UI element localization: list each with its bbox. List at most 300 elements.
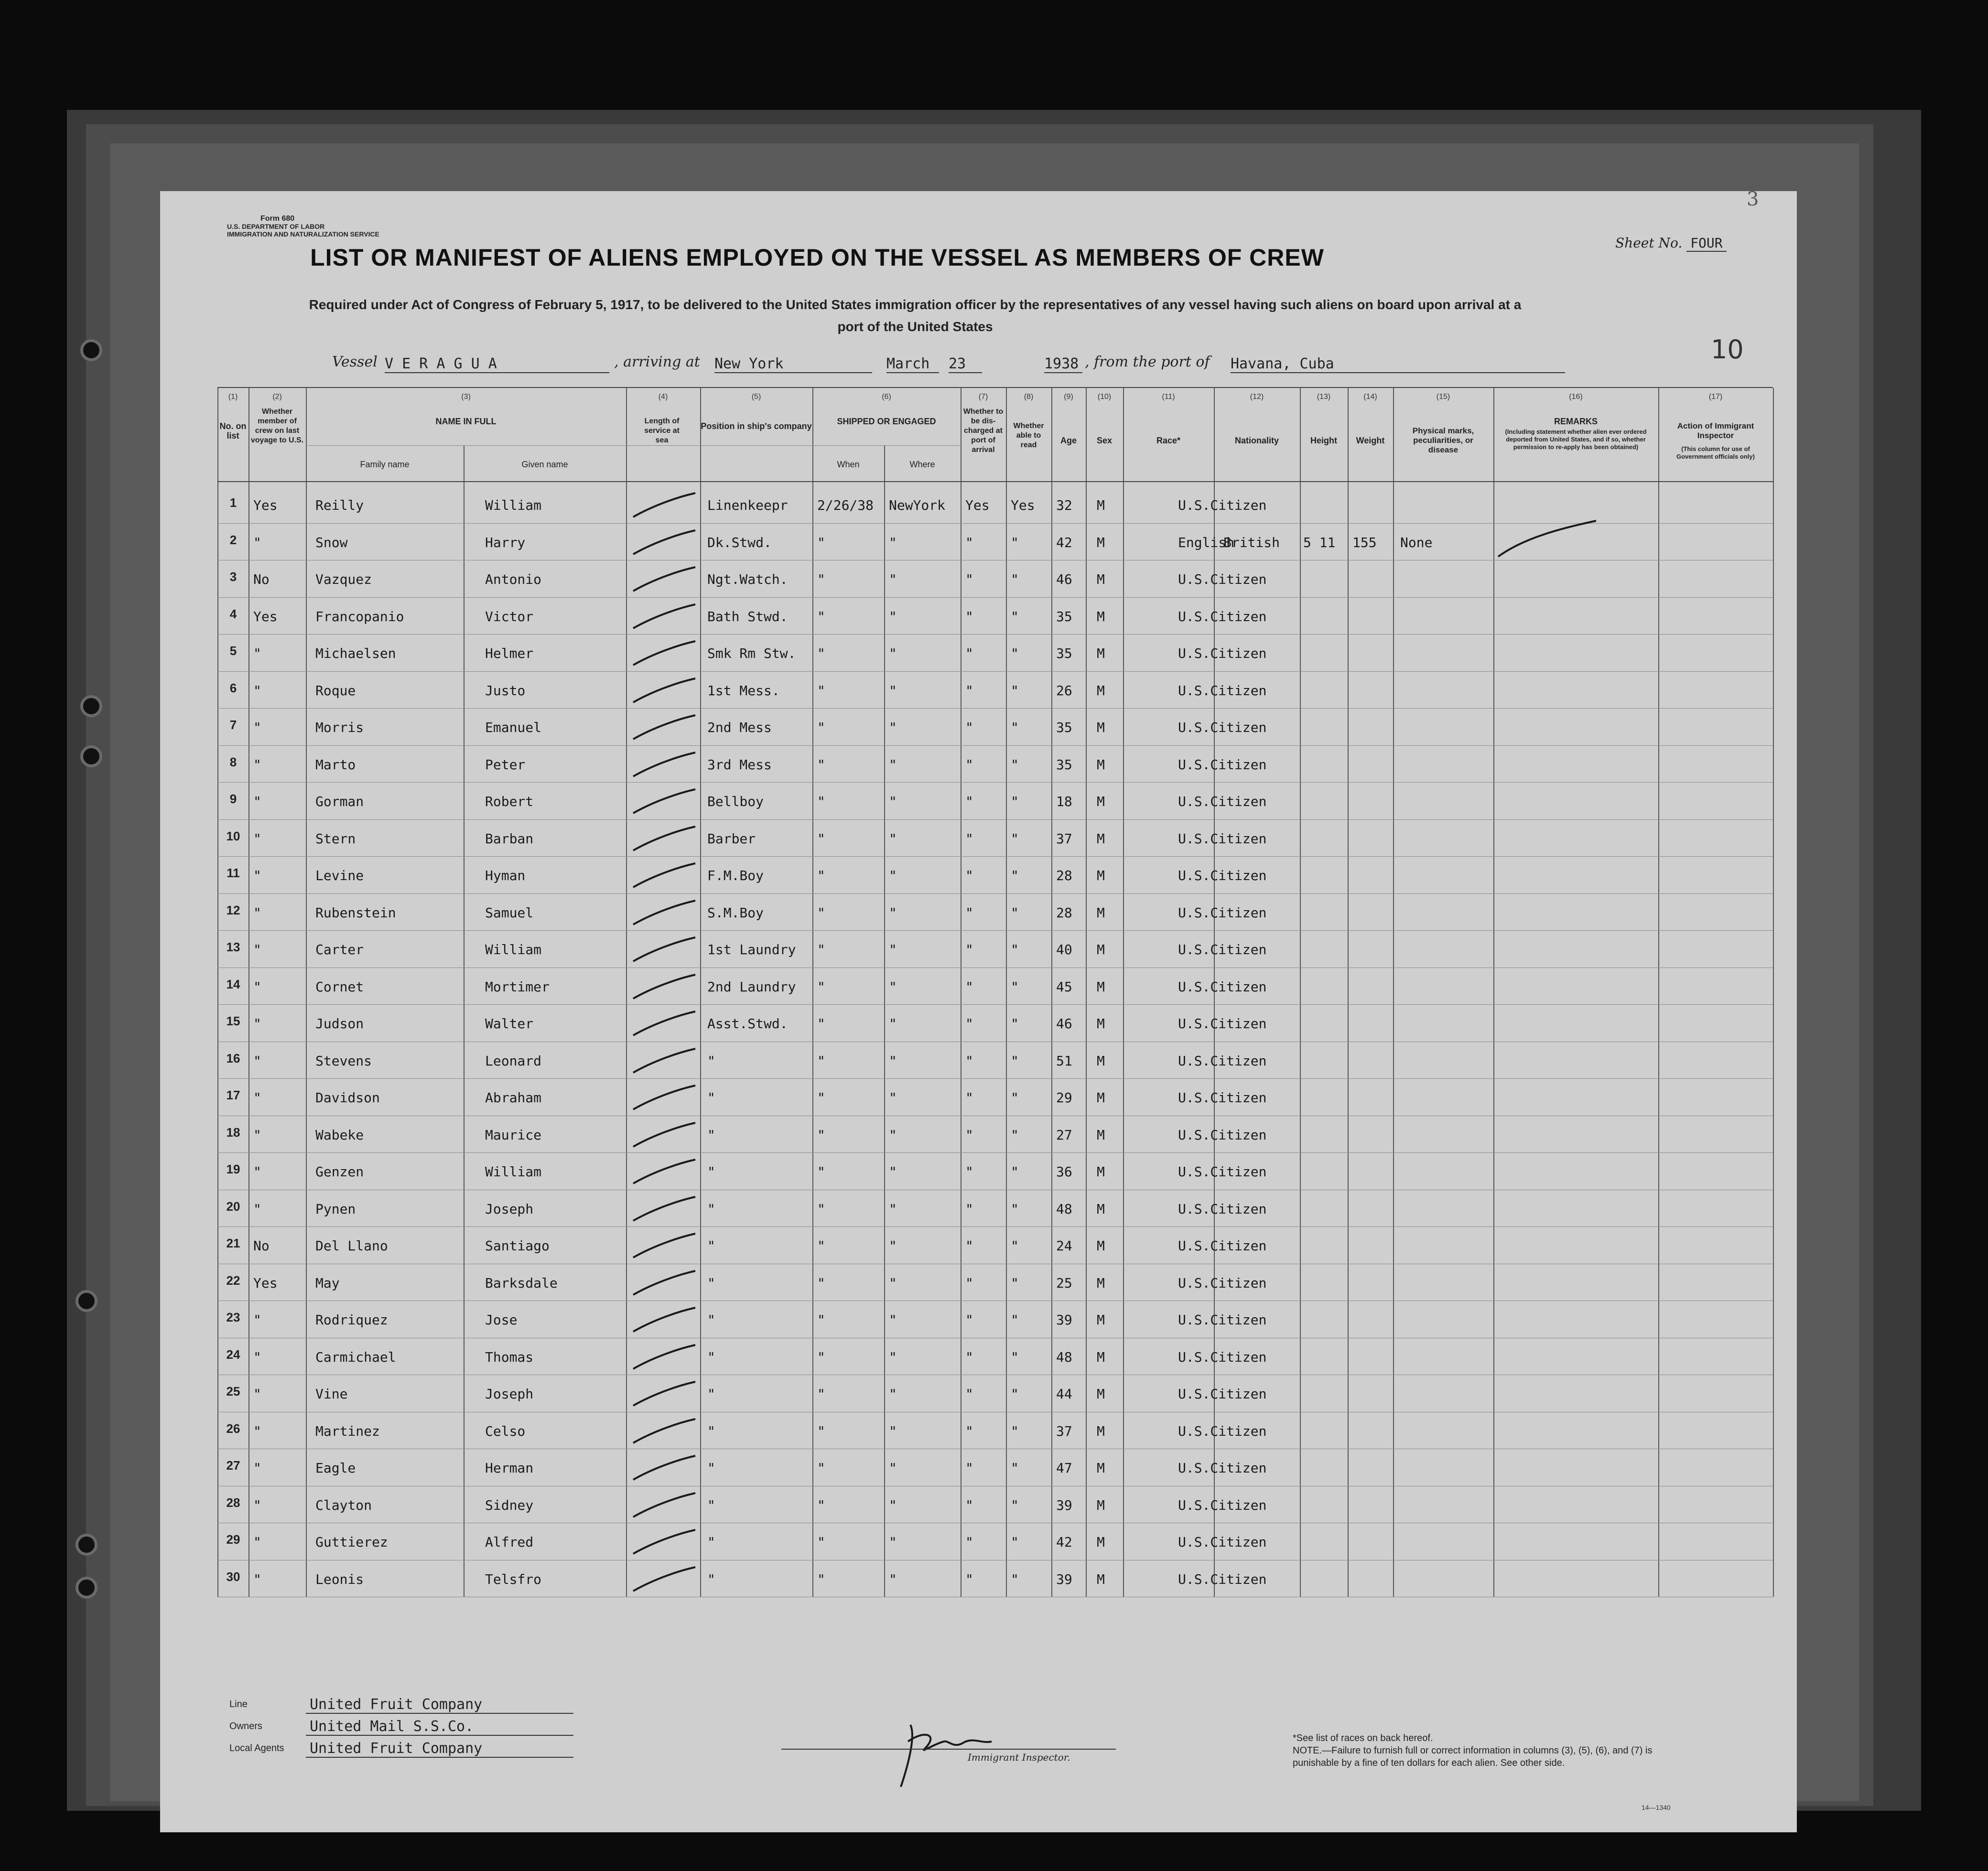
cell-where: "	[889, 1423, 897, 1439]
cell-age: 35	[1056, 608, 1072, 624]
cell-sex: M	[1097, 1016, 1105, 1032]
cell-able-to-read: "	[1011, 1275, 1019, 1291]
cell-voyage: "	[253, 794, 261, 809]
row-number: 5	[229, 644, 237, 658]
cell-sex: M	[1097, 1312, 1105, 1328]
owners-value: United Mail S.S.Co.	[306, 1718, 573, 1736]
cell-family-name: Gorman	[315, 794, 364, 809]
cell-voyage: Yes	[253, 1275, 278, 1291]
cell-given-name: Abraham	[485, 1090, 542, 1106]
cell-where: "	[889, 1534, 897, 1550]
column-number: (15)	[1436, 393, 1450, 401]
table-row-rule	[217, 893, 1773, 894]
cell-sex: M	[1097, 571, 1105, 587]
arrival-day: 23	[949, 355, 982, 373]
cell-where: "	[889, 1312, 897, 1328]
cell-able-to-read: "	[1011, 1423, 1019, 1439]
cell-age: 47	[1056, 1460, 1072, 1476]
header-family-name: Family name	[360, 460, 410, 469]
length-service-tick	[631, 1269, 698, 1297]
cell-when: "	[817, 571, 825, 587]
cell-position: F.M.Boy	[707, 868, 764, 883]
cell-position: 2nd Laundry	[707, 979, 796, 995]
cell-position: "	[707, 1571, 715, 1587]
header-no-on-list: No. on list	[219, 421, 247, 441]
header-nationality: Nationality	[1234, 436, 1279, 445]
corner-mark: 3	[1747, 191, 1759, 210]
cell-where: "	[889, 1238, 897, 1254]
cell-given-name: Joseph	[485, 1201, 534, 1217]
cell-when: "	[817, 756, 825, 773]
cell-sex: M	[1097, 1386, 1105, 1402]
cell-able-to-read: Yes	[1011, 497, 1035, 513]
cell-voyage: "	[253, 645, 261, 661]
cell-discharged: "	[965, 1090, 973, 1106]
header-shipped-engaged: SHIPPED OR ENGAGED	[837, 417, 936, 426]
cell-age: 37	[1056, 830, 1072, 847]
cell-race: U.S.Citizen	[1178, 608, 1267, 624]
cell-family-name: Davidson	[315, 1090, 380, 1106]
cell-position: Ngt.Watch.	[707, 571, 788, 587]
column-number: (16)	[1569, 393, 1583, 401]
length-service-tick	[631, 1491, 698, 1519]
cell-family-name: Carmichael	[315, 1349, 396, 1365]
header-action-note: (This column for use of Government officials only)	[1676, 445, 1755, 460]
cell-age: 29	[1056, 1090, 1072, 1106]
cell-able-to-read: "	[1011, 1460, 1019, 1476]
length-service-tick	[631, 1009, 698, 1038]
cell-position: 2nd Mess	[707, 720, 772, 735]
cell-family-name: Cornet	[315, 979, 364, 995]
cell-sex: M	[1097, 682, 1105, 699]
cell-position: 3rd Mess	[707, 756, 772, 773]
cell-able-to-read: "	[1011, 942, 1019, 957]
cell-able-to-read: "	[1011, 1090, 1019, 1106]
cell-sex: M	[1097, 1053, 1105, 1069]
cell-where: "	[889, 1053, 897, 1069]
cell-discharged: "	[965, 1386, 973, 1402]
cell-discharged: "	[965, 794, 973, 809]
cell-race: U.S.Citizen	[1178, 904, 1267, 921]
signature-line	[781, 1749, 1116, 1750]
cell-race: English	[1178, 534, 1235, 550]
cell-able-to-read: "	[1011, 1571, 1019, 1587]
length-service-tick	[631, 972, 698, 1001]
cell-discharged: Yes	[965, 497, 990, 513]
row-number: 25	[226, 1384, 240, 1398]
cell-race: U.S.Citizen	[1178, 1275, 1267, 1291]
inspector-signature-block	[781, 1715, 1116, 1787]
table-row-rule	[217, 1078, 1773, 1079]
header-weight: Weight	[1356, 436, 1385, 445]
cell-discharged: "	[965, 1275, 973, 1291]
header-remarks: REMARKS	[1554, 417, 1598, 426]
header-bottom-rule	[217, 481, 1773, 482]
header-age: Age	[1060, 436, 1077, 445]
header-able-to-read: Whether able to read	[1013, 422, 1044, 449]
cell-discharged: "	[965, 1571, 973, 1587]
cell-age: 40	[1056, 942, 1072, 957]
cell-where: "	[889, 1201, 897, 1217]
row-number: 23	[226, 1310, 240, 1324]
cell-able-to-read: "	[1011, 830, 1019, 847]
cell-able-to-read: "	[1011, 1016, 1019, 1032]
cell-position: "	[707, 1386, 715, 1402]
cell-voyage: "	[253, 904, 261, 921]
column-number: (9)	[1064, 393, 1073, 401]
cell-race: U.S.Citizen	[1178, 1497, 1267, 1513]
service-name: IMMIGRATION AND NATURALIZATION SERVICE	[227, 230, 379, 238]
cell-position: "	[707, 1164, 715, 1180]
length-service-tick	[631, 1194, 698, 1223]
column-number: (6)	[882, 393, 891, 401]
cell-sex: M	[1097, 1571, 1105, 1587]
table-column-rule	[1123, 388, 1124, 1597]
cell-age: 39	[1056, 1497, 1072, 1513]
header-subdivider	[306, 445, 961, 446]
table-row-rule	[217, 708, 1773, 709]
cell-sex: M	[1097, 979, 1105, 995]
document-subtitle	[246, 294, 1584, 338]
form-number: Form 680	[260, 215, 295, 223]
cell-where: "	[889, 1497, 897, 1513]
table-column-rule	[961, 388, 962, 1597]
column-number: (3)	[461, 393, 471, 401]
cell-family-name: Vine	[315, 1386, 348, 1402]
cell-family-name: Snow	[315, 534, 348, 550]
cell-voyage: "	[253, 830, 261, 847]
cell-race: U.S.Citizen	[1178, 1534, 1267, 1550]
cell-family-name: Rodriquez	[315, 1312, 388, 1328]
table-column-rule	[1051, 388, 1052, 1597]
vessel-info	[332, 354, 1797, 377]
row-number: 6	[229, 680, 237, 695]
length-service-tick	[631, 1305, 698, 1334]
cell-given-name: Jose	[485, 1312, 518, 1328]
cell-able-to-read: "	[1011, 1534, 1019, 1550]
cell-discharged: "	[965, 534, 973, 550]
cell-age: 42	[1056, 1534, 1072, 1550]
cell-where: "	[889, 1164, 897, 1180]
cell-position: "	[707, 1201, 715, 1217]
cell-sex: M	[1097, 1238, 1105, 1254]
cell-voyage: "	[253, 682, 261, 699]
cell-where: "	[889, 1386, 897, 1402]
cell-when: "	[817, 608, 825, 624]
cell-sex: M	[1097, 608, 1105, 624]
cell-sex: M	[1097, 1090, 1105, 1106]
cell-age: 28	[1056, 904, 1072, 921]
table-column-rule	[812, 388, 813, 1597]
cell-able-to-read: "	[1011, 571, 1019, 587]
cell-when: "	[817, 1275, 825, 1291]
cell-when: "	[817, 868, 825, 883]
length-service-tick	[631, 1565, 698, 1593]
cell-position: Dk.Stwd.	[707, 534, 772, 550]
cell-age: 18	[1056, 794, 1072, 809]
cell-where: "	[889, 1571, 897, 1587]
length-service-tick	[631, 1453, 698, 1482]
cell-position: Bellboy	[707, 794, 764, 809]
length-service-tick	[631, 1417, 698, 1445]
cell-age: 48	[1056, 1201, 1072, 1217]
cell-age: 45	[1056, 979, 1072, 995]
cell-position: "	[707, 1460, 715, 1476]
cell-race: U.S.Citizen	[1178, 1386, 1267, 1402]
row-number: 12	[226, 903, 240, 917]
length-service-tick	[631, 824, 698, 853]
cell-position: "	[707, 1423, 715, 1439]
length-service-tick	[631, 935, 698, 964]
cell-sex: M	[1097, 1127, 1105, 1143]
cell-able-to-read: "	[1011, 1386, 1019, 1402]
row-number: 20	[226, 1199, 240, 1214]
cell-discharged: "	[965, 1238, 973, 1254]
cell-able-to-read: "	[1011, 1164, 1019, 1180]
row-number: 2	[229, 532, 237, 547]
cell-given-name: Telsfro	[485, 1571, 542, 1587]
form-code: 14—1340	[1642, 1804, 1671, 1811]
cell-voyage: "	[253, 942, 261, 957]
table-column-rule	[1773, 388, 1774, 1597]
cell-when: "	[817, 1460, 825, 1476]
cell-when: "	[817, 1053, 825, 1069]
cell-given-name: Santiago	[485, 1238, 550, 1254]
cell-age: 42	[1056, 534, 1072, 550]
cell-position: "	[707, 1053, 715, 1069]
crew-table	[217, 387, 1773, 1596]
cell-when: 2/26/38	[817, 497, 874, 513]
subtitle-line: port of the United States	[837, 319, 993, 334]
column-number: (11)	[1162, 393, 1175, 401]
table-column-rule	[248, 388, 249, 1597]
cell-voyage: "	[253, 1423, 261, 1439]
table-column-rule	[1086, 388, 1087, 1597]
row-number: 1	[229, 495, 237, 510]
cell-when: "	[817, 1534, 825, 1550]
cell-discharged: "	[965, 1460, 973, 1476]
column-number: (5)	[751, 393, 761, 401]
remarks-check-mark	[1496, 518, 1601, 561]
sheet-value: FOUR	[1686, 235, 1726, 252]
arriving-label: , arriving at	[614, 354, 700, 370]
header-given-name: Given name	[521, 460, 568, 469]
cell-voyage: Yes	[253, 608, 278, 624]
cell-race: U.S.Citizen	[1178, 1571, 1267, 1587]
cell-voyage: "	[253, 1497, 261, 1513]
table-column-rule	[626, 388, 627, 1597]
cell-position: "	[707, 1275, 715, 1291]
row-number: 27	[226, 1458, 240, 1473]
table-row-rule	[217, 856, 1773, 857]
cell-given-name: Victor	[485, 608, 534, 624]
cell-able-to-read: "	[1011, 1497, 1019, 1513]
cell-voyage: "	[253, 1090, 261, 1106]
length-service-tick	[631, 602, 698, 631]
row-number: 15	[226, 1014, 240, 1028]
cell-race: U.S.Citizen	[1178, 1201, 1267, 1217]
cell-given-name: Harry	[485, 534, 526, 550]
cell-discharged: "	[965, 1497, 973, 1513]
inspector-signature	[781, 1715, 1116, 1787]
form-notes	[1293, 1732, 1685, 1769]
cell-where: "	[889, 1127, 897, 1143]
length-service-tick	[631, 1083, 698, 1112]
cell-discharged: "	[965, 979, 973, 995]
cell-position: Bath Stwd.	[707, 608, 788, 624]
row-number: 3	[229, 570, 237, 584]
cell-given-name: Herman	[485, 1460, 534, 1476]
row-number: 11	[227, 866, 240, 880]
cell-race: U.S.Citizen	[1178, 682, 1267, 699]
cell-age: 25	[1056, 1275, 1072, 1291]
cell-sex: M	[1097, 1423, 1105, 1439]
cell-voyage: "	[253, 1571, 261, 1587]
cell-where: "	[889, 1016, 897, 1032]
cell-where: "	[889, 830, 897, 847]
header-remarks-note: (Including statement whether alien ever ordered deported from United States, and if so, whether permission to re-apply has been obtained)	[1505, 428, 1647, 451]
cell-voyage: No	[253, 571, 270, 587]
table-column-rule	[700, 388, 701, 1597]
column-number: (14)	[1363, 393, 1377, 401]
cell-when: "	[817, 1016, 825, 1032]
cell-given-name: Leonard	[485, 1053, 542, 1069]
length-service-tick	[631, 639, 698, 667]
sheet-number	[1615, 235, 1727, 251]
length-service-tick	[631, 1231, 698, 1260]
length-service-tick	[631, 1343, 698, 1371]
cell-given-name: Mortimer	[485, 979, 550, 995]
cell-age: 46	[1056, 1016, 1072, 1032]
header-where: Where	[909, 460, 935, 469]
cell-family-name: Leonis	[315, 1571, 364, 1587]
cell-when: "	[817, 1497, 825, 1513]
row-number: 9	[229, 792, 237, 806]
table-row-rule	[217, 597, 1773, 598]
length-service-tick	[631, 1379, 698, 1408]
cell-age: 35	[1056, 756, 1072, 773]
cell-family-name: Levine	[315, 868, 364, 883]
cell-position: "	[707, 1127, 715, 1143]
cell-when: "	[817, 1312, 825, 1328]
cell-where: "	[889, 1275, 897, 1291]
cell-sex: M	[1097, 756, 1105, 773]
cell-age: 27	[1056, 1127, 1072, 1143]
cell-able-to-read: "	[1011, 720, 1019, 735]
cell-given-name: Thomas	[485, 1349, 534, 1365]
cell-able-to-read: "	[1011, 1312, 1019, 1328]
cell-age: 37	[1056, 1423, 1072, 1439]
cell-race: U.S.Citizen	[1178, 720, 1267, 735]
cell-family-name: Marto	[315, 756, 356, 773]
cell-when: "	[817, 1090, 825, 1106]
table-column-rule	[884, 445, 885, 1597]
cell-when: "	[817, 830, 825, 847]
header-when: When	[837, 460, 860, 469]
table-row-rule	[217, 671, 1773, 672]
cell-position: "	[707, 1090, 715, 1106]
cell-sex: M	[1097, 645, 1105, 661]
cell-when: "	[817, 1571, 825, 1587]
cell-position: Asst.Stwd.	[707, 1016, 788, 1032]
cell-given-name: Hyman	[485, 868, 526, 883]
cell-sex: M	[1097, 942, 1105, 957]
cell-when: "	[817, 1238, 825, 1254]
punch-hole	[76, 1577, 97, 1599]
cell-voyage: "	[253, 1053, 261, 1069]
form-identifier	[227, 215, 379, 238]
cell-discharged: "	[965, 1164, 973, 1180]
cell-given-name: William	[485, 497, 542, 513]
cell-position: "	[707, 1349, 715, 1365]
cell-race: U.S.Citizen	[1178, 1423, 1267, 1439]
length-service-tick	[631, 1527, 698, 1556]
table-column-rule	[1006, 388, 1007, 1597]
cell-given-name: William	[485, 1164, 542, 1180]
cell-voyage: "	[253, 1312, 261, 1328]
cell-discharged: "	[965, 1127, 973, 1143]
subtitle-line: Required under Act of Congress of February 5, 1917, to be delivered to the United States immigration officer by the representatives of any vessel having such aliens on board upon arrival at a	[309, 297, 1522, 312]
cell-voyage: "	[253, 979, 261, 995]
cell-physical-marks: None	[1400, 534, 1433, 550]
cell-discharged: "	[965, 1423, 973, 1439]
row-number: 16	[226, 1051, 240, 1065]
cell-when: "	[817, 1423, 825, 1439]
line-label: Line	[229, 1699, 248, 1710]
cell-position: Barber	[707, 830, 756, 847]
column-number: (2)	[272, 393, 282, 401]
cell-given-name: Sidney	[485, 1497, 534, 1513]
cell-given-name: Barksdale	[485, 1275, 558, 1291]
cell-when: "	[817, 720, 825, 735]
cell-where: "	[889, 534, 897, 550]
cell-where: "	[889, 608, 897, 624]
table-column-rule	[1300, 388, 1301, 1597]
cell-where: "	[889, 645, 897, 661]
table-row-rule	[217, 1152, 1773, 1153]
cell-able-to-read: "	[1011, 682, 1019, 699]
cell-when: "	[817, 645, 825, 661]
cell-age: 28	[1056, 868, 1072, 883]
cell-when: "	[817, 1164, 825, 1180]
cell-given-name: Maurice	[485, 1127, 542, 1143]
cell-discharged: "	[965, 942, 973, 957]
row-number: 22	[226, 1273, 240, 1288]
cell-age: 39	[1056, 1571, 1072, 1587]
arrival-year: 1938	[1044, 355, 1082, 373]
row-number: 18	[226, 1125, 240, 1140]
cell-family-name: Eagle	[315, 1460, 356, 1476]
cell-age: 35	[1056, 645, 1072, 661]
cell-able-to-read: "	[1011, 608, 1019, 624]
cell-race: U.S.Citizen	[1178, 571, 1267, 587]
cell-family-name: Carter	[315, 942, 364, 957]
cell-voyage: "	[253, 534, 261, 550]
cell-family-name: Reilly	[315, 497, 364, 513]
cell-given-name: Antonio	[485, 571, 542, 587]
column-number: (4)	[658, 393, 668, 401]
table-column-rule	[464, 445, 465, 1597]
cell-voyage: "	[253, 1460, 261, 1476]
column-number: (13)	[1317, 393, 1331, 401]
cell-age: 36	[1056, 1164, 1072, 1180]
cell-height: 5 11	[1303, 534, 1336, 550]
row-number: 28	[226, 1495, 240, 1510]
cell-discharged: "	[965, 571, 973, 587]
cell-when: "	[817, 682, 825, 699]
cell-able-to-read: "	[1011, 1201, 1019, 1217]
handwritten-number: 10	[1711, 334, 1744, 365]
